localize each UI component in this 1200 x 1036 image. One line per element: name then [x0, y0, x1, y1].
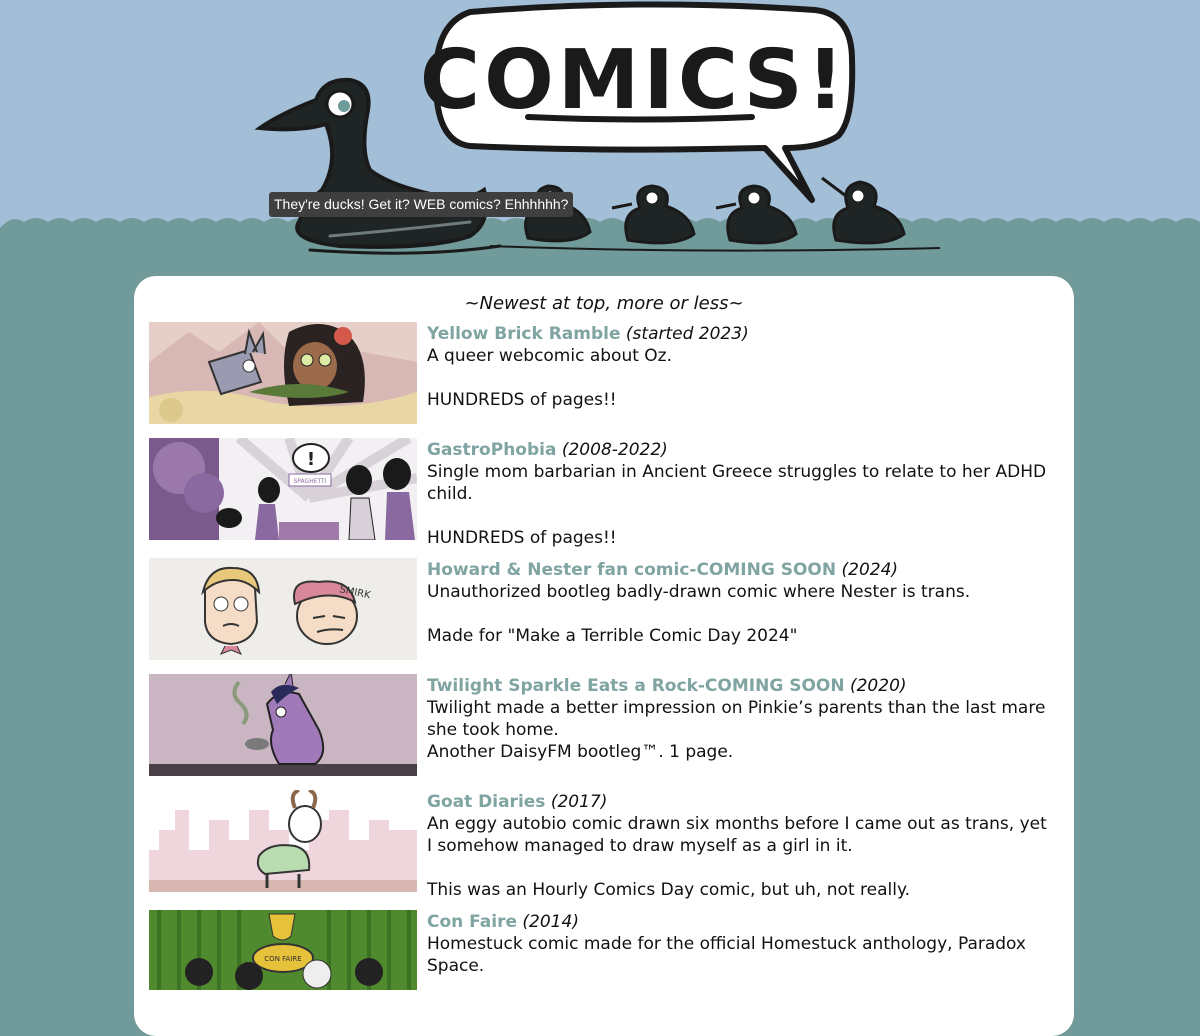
comic-thumbnail-con-faire[interactable] [149, 910, 417, 990]
comic-year: (2020) [849, 676, 907, 696]
comic-thumbnail-goat-diaries[interactable] [149, 790, 417, 892]
comic-info-howard-nester [427, 559, 1057, 647]
comic-thumbnail-yellow-brick-ramble[interactable] [149, 322, 417, 424]
comic-entry-gastrophobia [149, 438, 1059, 548]
comic-info-con-faire [427, 911, 1057, 977]
comic-description: Twilight made a better impression on Pinkie’s parents than the last mare she took home. [427, 698, 1046, 740]
comic-year: (2008-2022) [561, 440, 668, 460]
comic-title-link-goat-diaries[interactable]: Goat Diaries [427, 792, 546, 812]
comic-description: Single mom barbarian in Ancient Greece struggles to relate to her ADHD child. [427, 462, 1047, 504]
speech-bubble-text: COMICS! [419, 33, 849, 128]
comic-entry-yellow-brick-ramble [149, 322, 1059, 426]
comic-note: This was an Hourly Comics Day comic, but uh, not really. [427, 880, 910, 900]
comic-description: Homestuck comic made for the official Homestuck anthology, Paradox Space. [427, 934, 1026, 976]
comic-description: An eggy autobio comic drawn six months before I came out as trans, yet I somehow managed to draw myself as a girl in it. [427, 814, 1047, 856]
comic-page-count: HUNDREDS of pages!! [427, 390, 617, 410]
comic-thumbnail-howard-nester[interactable] [149, 558, 417, 660]
comic-description: Unauthorized bootleg badly-drawn comic where Nester is trans. [427, 582, 971, 602]
thumb-sign-text: SPAGHETTI [293, 478, 327, 485]
comic-title-link-twilight-sparkle[interactable]: Twilight Sparkle Eats a Rock-COMING SOON [427, 676, 845, 696]
header-banner [0, 0, 1200, 280]
comic-note: Another DaisyFM bootleg™. 1 page. [427, 742, 734, 762]
comic-info-gastrophobia [427, 439, 1057, 549]
speech-bubble [420, 4, 852, 200]
comic-year: (2014) [522, 912, 579, 932]
duckling-3 [716, 186, 796, 243]
comic-note: Made for "Make a Terrible Comic Day 2024" [427, 626, 798, 646]
comic-entry-con-faire [149, 910, 1059, 1014]
comic-title-link-howard-nester[interactable]: Howard & Nester fan comic-COMING SOON [427, 560, 837, 580]
comic-year: (2024) [841, 560, 899, 580]
thumb-sign-text: CON FAIRE [264, 955, 302, 963]
comic-page-count: HUNDREDS of pages!! [427, 528, 617, 548]
comic-title-link-con-faire[interactable]: Con Faire [427, 912, 518, 932]
comic-entry-howard-nester [149, 558, 1059, 662]
duckling-4 [822, 178, 904, 243]
comic-year: (started 2023) [625, 324, 749, 344]
comic-thumbnail-twilight-sparkle[interactable] [149, 674, 417, 776]
comic-title-link-gastrophobia[interactable]: GastroPhobia [427, 440, 557, 460]
thumb-bubble-text: ! [306, 449, 316, 470]
thumb-smirk-label: SMIRK [338, 584, 372, 602]
list-subtitle: ~Newest at top, more or less~ [464, 293, 744, 314]
comics-list-panel [134, 276, 1074, 1036]
comic-info-twilight-sparkle [427, 675, 1057, 763]
comic-description: A queer webcomic about Oz. [427, 346, 673, 366]
comic-info-yellow-brick-ramble [427, 323, 1057, 411]
comic-title-link-yellow-brick-ramble[interactable]: Yellow Brick Ramble [427, 324, 621, 344]
comic-info-goat-diaries [427, 791, 1057, 901]
comic-thumbnail-gastrophobia[interactable] [149, 438, 417, 540]
comic-year: (2017) [550, 792, 608, 812]
comic-entry-goat-diaries [149, 790, 1059, 900]
comic-entry-twilight-sparkle [149, 674, 1059, 778]
header-tooltip: They're ducks! Get it? WEB comics? Ehhhhhh? [269, 192, 573, 217]
